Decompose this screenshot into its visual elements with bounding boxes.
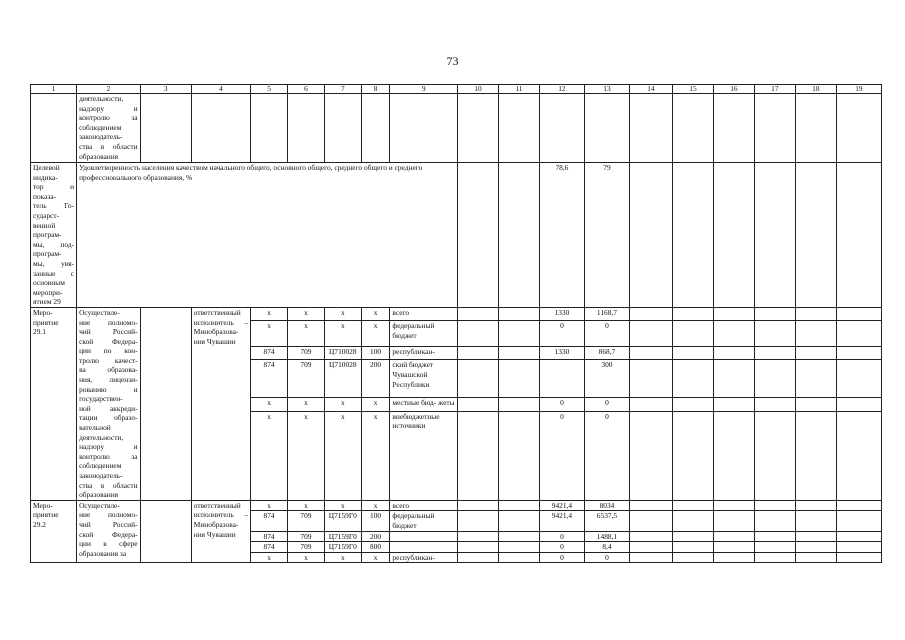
measure-29-1-name-line: ние полномо-	[79, 317, 138, 327]
measure-29-1-col10	[457, 398, 498, 412]
column-number-15: 15	[672, 85, 713, 94]
cont-empty-cell	[457, 94, 498, 163]
cont-name-line: образования	[79, 151, 119, 161]
measure-29-2-empty-cell	[836, 542, 881, 553]
indicator-label-line: програм-	[33, 230, 62, 240]
measure-29-1-value-12	[539, 360, 584, 398]
indicator-label-line: Целевой	[33, 163, 60, 172]
measure-29-1-responsible	[191, 307, 250, 500]
measure-29-1-empty-cell	[672, 307, 713, 320]
measure-29-2-empty-cell	[836, 552, 881, 563]
measure-29-2-col11	[498, 542, 539, 553]
indicator-value-12: 78,6	[539, 163, 584, 308]
measure-29-1-name-line: Осуществле-	[79, 307, 120, 317]
measure-29-1-name-line: тации образо-	[79, 413, 138, 423]
measure-29-1-target-article-cell: Ц710028	[324, 360, 361, 398]
measure-29-2-empty-cell	[713, 531, 754, 542]
measure-29-2-empty-cell	[795, 500, 836, 511]
measure-29-2-empty-cell	[672, 542, 713, 553]
column-number-18: 18	[795, 85, 836, 94]
measure-29-2-label-line: 29.2	[33, 519, 46, 529]
indicator-label	[31, 163, 77, 308]
measure-29-2-responsible-line: Минобразова-	[193, 519, 239, 529]
measure-29-1-name-line: государствен-	[79, 394, 123, 404]
measure-29-2-col11	[498, 531, 539, 542]
measure-29-2-name-line: образования за	[79, 548, 127, 558]
measure-29-1-empty-cell	[713, 321, 754, 347]
measure-29-2-empty-cell	[629, 542, 672, 553]
measure-29-2-label-line: приятие	[33, 510, 59, 520]
measure-29-1-name-line: соблюдением	[79, 461, 122, 471]
measure-29-1-label-line: Меро-	[33, 307, 53, 317]
indicator-label-line: меропри-	[33, 287, 63, 297]
cont-empty-cell	[140, 94, 191, 163]
measure-29-2-expense-type-cell: 100	[361, 511, 390, 531]
measure-29-2-empty-cell	[672, 511, 713, 531]
measure-29-1-value-13: 1168,7	[584, 307, 629, 320]
measure-29-1-col11	[498, 307, 539, 320]
measure-29-2-target-article-cell: х	[324, 500, 361, 511]
measure-29-1-col10	[457, 347, 498, 360]
measure-29-1-value-13: 868,7	[584, 347, 629, 360]
measure-29-2-section-cell: 709	[288, 542, 325, 553]
cont-empty-cell	[498, 94, 539, 163]
measure-29-1-empty-cell	[795, 307, 836, 320]
measure-29-2-empty-cell	[672, 552, 713, 563]
measure-29-2-responsible	[191, 500, 250, 563]
column-number-19: 19	[836, 85, 881, 94]
measure-29-1-name-line: ния, лицензи-	[79, 375, 138, 385]
measure-29-2-grbs-cell: х	[251, 500, 288, 511]
measure-29-1-empty-cell	[629, 411, 672, 500]
cont-empty-cell	[539, 94, 584, 163]
measure-29-1-value-12: 0	[539, 398, 584, 412]
measure-29-2-value-12: 0	[539, 552, 584, 563]
measure-29-1-funding-source-cell: местные бюд- жеты	[390, 398, 458, 412]
measure-29-2-value-13: 8034	[584, 500, 629, 511]
measure-29-2-empty-cell	[795, 531, 836, 542]
measure-29-1-responsible-line: Минобразова-	[193, 327, 239, 337]
cont-empty-cell	[390, 94, 458, 163]
measure-29-2-col11	[498, 552, 539, 563]
measure-29-1-empty-cell	[754, 360, 795, 398]
measure-29-2-funding-source-cell	[390, 542, 458, 553]
measure-29-1-funding-source-cell: внебюджетные источники	[390, 411, 458, 500]
measure-29-2-col11	[498, 511, 539, 531]
indicator-label-line: програм-	[33, 249, 62, 259]
cont-empty-cell	[584, 94, 629, 163]
measure-29-1-expense-type-cell: 100	[361, 347, 390, 360]
measure-29-2-value-13: 8,4	[584, 542, 629, 553]
measure-29-1-name-line: деятельности,	[79, 432, 124, 442]
measure-29-2-empty-cell	[795, 552, 836, 563]
measure-29-1-name-line: контролю за	[79, 451, 138, 461]
measure-29-2-expense-type-cell: х	[361, 552, 390, 563]
indicator-col10	[457, 163, 498, 308]
measure-29-2-empty-cell	[713, 511, 754, 531]
cont-name-line: деятельности,	[79, 94, 124, 103]
measure-29-1-empty-cell	[754, 347, 795, 360]
measure-29-2-empty-cell	[672, 500, 713, 511]
measure-29-2-target-article-cell: Ц7159Г0	[324, 531, 361, 542]
measure-29-2-col3	[140, 500, 191, 563]
indicator-label-line: мы, увя-	[33, 258, 75, 268]
measure-29-1-name-line: ции по кон-	[79, 346, 138, 356]
measure-29-1-empty-cell	[754, 307, 795, 320]
measure-29-2-empty-cell	[836, 531, 881, 542]
measure-29-1-label	[31, 307, 77, 500]
measure-29-1-empty-cell	[795, 411, 836, 500]
cont-empty-cell	[361, 94, 390, 163]
measure-29-1-empty-cell	[713, 411, 754, 500]
indicator-empty-cell	[629, 163, 672, 308]
column-number-9: 9	[390, 85, 458, 94]
measure-29-1-section-cell: х	[288, 411, 325, 500]
measure-29-1-value-12: 1330	[539, 347, 584, 360]
measure-29-1-value-12: 1330	[539, 307, 584, 320]
measure-29-1-target-article-cell: х	[324, 398, 361, 412]
measure-29-1-col3	[140, 307, 191, 500]
measure-29-2-empty-cell	[629, 500, 672, 511]
measure-29-2-empty-cell	[795, 542, 836, 553]
indicator-empty-cell	[754, 163, 795, 308]
measure-29-1-name-line: надзору и	[79, 442, 138, 452]
cont-name-line: надзору и	[79, 103, 138, 113]
cont-name-line: ства в области	[79, 141, 138, 151]
measure-29-1-name-line: образования	[79, 490, 119, 500]
measure-29-1-funding-source-cell: ский бюджет Чувашской Республики	[390, 360, 458, 398]
indicator-label-line: сударст-	[33, 210, 60, 220]
measure-29-2-funding-source-cell: республикан-	[390, 552, 458, 563]
measure-29-2-empty-cell	[836, 511, 881, 531]
measure-29-1-funding-source-cell: всего	[390, 307, 458, 320]
cont-name	[77, 94, 140, 163]
measure-29-2-funding-source-cell: федеральный бюджет	[390, 511, 458, 531]
measure-29-2-empty-cell	[672, 531, 713, 542]
table-body	[31, 85, 882, 563]
indicator-empty-cell	[836, 163, 881, 308]
column-number-11: 11	[498, 85, 539, 94]
indicator-empty-cell	[672, 163, 713, 308]
indicator-label-line: тор и	[33, 182, 75, 192]
cont-empty-cell	[191, 94, 250, 163]
measure-29-2-grbs-cell: 874	[251, 542, 288, 553]
measure-29-2-empty-cell	[629, 531, 672, 542]
measure-29-1-grbs-cell: 874	[251, 347, 288, 360]
measure-29-1-empty-cell	[672, 411, 713, 500]
measure-29-1-expense-type-cell: х	[361, 307, 390, 320]
indicator-empty-cell	[795, 163, 836, 308]
measure-29-2-empty-cell	[754, 542, 795, 553]
measure-29-1-target-article-cell: Ц710028	[324, 347, 361, 360]
cont-empty-cell	[251, 94, 288, 163]
measure-29-2-expense-type-cell: 200	[361, 531, 390, 542]
measure-29-1-responsible-line: ния Чувашии	[193, 336, 236, 346]
measure-29-1-section-cell: 709	[288, 360, 325, 398]
measure-29-1-empty-cell	[672, 321, 713, 347]
measure-29-1-grbs-cell: х	[251, 307, 288, 320]
column-number-8: 8	[361, 85, 390, 94]
measure-29-1-value-13: 300	[584, 360, 629, 398]
cont-empty-cell	[629, 94, 672, 163]
measure-29-2-empty-cell	[754, 552, 795, 563]
measure-29-1-empty-cell	[672, 347, 713, 360]
measure-29-1-name-line: рованию и	[79, 384, 138, 394]
measure-29-1-responsible-line: исполнитель –	[193, 317, 249, 327]
measure-29-2-col10	[457, 500, 498, 511]
measure-29-1-empty-cell	[836, 307, 881, 320]
measure-29-2-empty-cell	[836, 500, 881, 511]
cont-empty-cell	[795, 94, 836, 163]
measure-29-2-expense-type-cell: х	[361, 500, 390, 511]
column-number-13: 13	[584, 85, 629, 94]
measure-29-1-section-cell: 709	[288, 347, 325, 360]
measure-29-1-value-13: 0	[584, 398, 629, 412]
measure-29-1-col11	[498, 360, 539, 398]
column-number-12: 12	[539, 85, 584, 94]
measure-29-2-empty-cell	[713, 552, 754, 563]
measure-29-1-empty-cell	[836, 411, 881, 500]
measure-29-1-empty-cell	[795, 321, 836, 347]
measure-29-1-funding-source-cell: федеральный бюджет	[390, 321, 458, 347]
measure-29-1-value-13: 0	[584, 411, 629, 500]
measure-29-1-empty-cell	[713, 398, 754, 412]
measure-29-2-empty-cell	[713, 542, 754, 553]
measure-29-2-col10	[457, 542, 498, 553]
measure-29-2-empty-cell	[713, 500, 754, 511]
measure-29-2-value-12: 9421,4	[539, 511, 584, 531]
measure-29-1-empty-cell	[836, 398, 881, 412]
measure-29-2-section-cell: х	[288, 500, 325, 511]
column-number-6: 6	[288, 85, 325, 94]
measure-29-1-col11	[498, 321, 539, 347]
measure-29-1-name-line: ства в области	[79, 480, 138, 490]
measure-29-2-col10	[457, 531, 498, 542]
cont-empty-cell	[754, 94, 795, 163]
measure-29-2-col10	[457, 511, 498, 531]
measure-29-2-empty-cell	[754, 511, 795, 531]
budget-table	[30, 84, 882, 563]
measure-29-2-label	[31, 500, 77, 563]
measure-29-1-col10	[457, 321, 498, 347]
measure-29-1-target-article-cell: х	[324, 411, 361, 500]
measure-29-1-name-line: ва образова-	[79, 365, 138, 375]
measure-29-1-empty-cell	[836, 347, 881, 360]
measure-29-1-name-line: вательной	[79, 423, 111, 433]
measure-29-2-empty-cell	[795, 511, 836, 531]
measure-29-1-empty-cell	[672, 398, 713, 412]
indicator-row	[31, 163, 882, 308]
measure-29-1-name-line: ской Федера-	[79, 336, 138, 346]
measure-29-1-funding-source-cell: республикан-	[390, 347, 458, 360]
measure-29-2-section-cell: 709	[288, 511, 325, 531]
measure-29-1-name-line: тролю качест-	[79, 355, 138, 365]
measure-29-1-col11	[498, 347, 539, 360]
measure-29-1-section-cell: х	[288, 398, 325, 412]
measure-29-2-empty-cell	[629, 552, 672, 563]
page-number: 73	[446, 54, 459, 68]
cont-empty-cell	[672, 94, 713, 163]
indicator-label-line: основным	[33, 278, 65, 288]
measure-29-1-expense-type-cell: х	[361, 398, 390, 412]
measure-29-2-name-line: ние полномо-	[79, 510, 138, 520]
column-number-1: 1	[31, 85, 77, 94]
measure-29-2-responsible-line: ния Чувашии	[193, 529, 236, 539]
indicator-empty-cell	[713, 163, 754, 308]
measure-29-2-grbs-cell: 874	[251, 531, 288, 542]
measure-29-1-col11	[498, 411, 539, 500]
measure-29-2-target-article-cell: Ц7159Г0	[324, 511, 361, 531]
measure-29-1-empty-cell	[713, 347, 754, 360]
measure-29-1-expense-type-cell: х	[361, 411, 390, 500]
cont-col1	[31, 94, 77, 163]
measure-29-1-empty-cell	[795, 360, 836, 398]
indicator-label-line: тель Го-	[33, 201, 75, 211]
measure-29-2-col11	[498, 500, 539, 511]
measure-29-2-empty-cell	[629, 511, 672, 531]
measure-29-1-col10	[457, 360, 498, 398]
cont-name-line: законодатель-	[79, 132, 123, 142]
indicator-label-line: ятием 29	[33, 297, 61, 307]
measure-29-1-empty-cell	[754, 321, 795, 347]
measure-29-2-expense-type-cell: 800	[361, 542, 390, 553]
measure-29-1-name-line: ной аккреди-	[79, 403, 138, 413]
cont-name-line: контролю за	[79, 113, 138, 123]
indicator-label-line: показа-	[33, 191, 57, 201]
measure-29-2-value-12: 0	[539, 531, 584, 542]
measure-29-1-target-article-cell: х	[324, 321, 361, 347]
column-number-10: 10	[457, 85, 498, 94]
measure-29-2-value-13: 1488,1	[584, 531, 629, 542]
measure-29-2-funding-source-cell	[390, 531, 458, 542]
measure-29-1-target-article-cell: х	[324, 307, 361, 320]
measure-29-1-col11	[498, 398, 539, 412]
measure-29-2-target-article-cell: х	[324, 552, 361, 563]
measure-29-2-label-line: Меро-	[33, 500, 53, 510]
measure-29-2-section-cell: 709	[288, 531, 325, 542]
measure-29-2-value-13: 6537,5	[584, 511, 629, 531]
measure-29-2-empty-cell	[754, 531, 795, 542]
measure-29-1-empty-cell	[629, 307, 672, 320]
cont-name-line: соблюдением	[79, 122, 122, 132]
measure-29-2-name-line: ской Федера-	[79, 529, 138, 539]
indicator-col11	[498, 163, 539, 308]
measure-29-1-expense-type-cell: 200	[361, 360, 390, 398]
measure-29-1-empty-cell	[713, 360, 754, 398]
measure-29-1-empty-cell	[836, 321, 881, 347]
measure-29-2-name-line: Осуществле-	[79, 500, 120, 510]
measure-29-2-name-line: ции в сфере	[79, 539, 138, 549]
measure-29-1-col10	[457, 411, 498, 500]
measure-29-1-grbs-cell: х	[251, 411, 288, 500]
measure-29-1-empty-cell	[754, 398, 795, 412]
measure-29-1-empty-cell	[629, 398, 672, 412]
measure-29-1-empty-cell	[754, 411, 795, 500]
measure-29-2-value-12: 9421,4	[539, 500, 584, 511]
indicator-value-13: 79	[584, 163, 629, 308]
column-number-2: 2	[77, 85, 140, 94]
measure-29-1-empty-cell	[795, 398, 836, 412]
measure-29-2-section-cell: х	[288, 552, 325, 563]
cont-empty-cell	[713, 94, 754, 163]
measure-29-2-col10	[457, 552, 498, 563]
column-number-14: 14	[629, 85, 672, 94]
measure-29-1-section-cell: х	[288, 307, 325, 320]
indicator-label-line: занные с	[33, 268, 75, 278]
measure-29-2-funding-source-cell: всего	[390, 500, 458, 511]
indicator-text: Удовлетворенность населения качеством начального общего, основного общего, среднего общего и среднего профессионального образования, %	[77, 163, 458, 308]
measure-29-1-responsible-line: ответственный	[193, 307, 241, 317]
measure-29-2-row	[31, 500, 882, 511]
measure-29-2-grbs-cell: 874	[251, 511, 288, 531]
measure-29-1-value-12: 0	[539, 321, 584, 347]
measure-29-1-value-13: 0	[584, 321, 629, 347]
indicator-label-line: индика-	[33, 172, 58, 182]
measure-29-1-label-line: приятие	[33, 317, 59, 327]
measure-29-2-value-13: 0	[584, 552, 629, 563]
measure-29-1-grbs-cell: 874	[251, 360, 288, 398]
measure-29-1-grbs-cell: х	[251, 398, 288, 412]
measure-29-1-col10	[457, 307, 498, 320]
column-number-row	[31, 85, 882, 94]
measure-29-1-empty-cell	[629, 360, 672, 398]
indicator-label-line: мы, под-	[33, 239, 75, 249]
column-number-17: 17	[754, 85, 795, 94]
measure-29-1-empty-cell	[713, 307, 754, 320]
measure-29-2-responsible-line: исполнитель –	[193, 510, 249, 520]
cont-empty-cell	[836, 94, 881, 163]
measure-29-2-responsible-line: ответственный	[193, 500, 241, 510]
cont-empty-cell	[324, 94, 361, 163]
measure-29-1-value-12: 0	[539, 411, 584, 500]
measure-29-2-name-line: чий Россий-	[79, 519, 138, 529]
indicator-label-line: венной	[33, 220, 56, 230]
measure-29-1-empty-cell	[672, 360, 713, 398]
measure-29-1-empty-cell	[836, 360, 881, 398]
column-number-5: 5	[251, 85, 288, 94]
measure-29-1-empty-cell	[629, 347, 672, 360]
measure-29-1-name-line: законодатель-	[79, 471, 123, 480]
measure-29-1-empty-cell	[629, 321, 672, 347]
measure-29-2-value-12: 0	[539, 542, 584, 553]
measure-29-1-row	[31, 307, 882, 320]
measure-29-1-name	[77, 307, 140, 500]
measure-29-1-name-line: чий Россий-	[79, 327, 138, 337]
measure-29-1-section-cell: х	[288, 321, 325, 347]
column-number-3: 3	[140, 85, 191, 94]
measure-29-1-label-line: 29.1	[33, 327, 46, 337]
measure-29-1-grbs-cell: х	[251, 321, 288, 347]
continuation-row	[31, 94, 882, 163]
measure-29-2-target-article-cell: Ц7159Г0	[324, 542, 361, 553]
measure-29-2-empty-cell	[754, 500, 795, 511]
measure-29-1-expense-type-cell: х	[361, 321, 390, 347]
column-number-7: 7	[324, 85, 361, 94]
cont-empty-cell	[288, 94, 325, 163]
measure-29-2-name	[77, 500, 140, 563]
column-number-4: 4	[191, 85, 250, 94]
column-number-16: 16	[713, 85, 754, 94]
measure-29-1-empty-cell	[795, 347, 836, 360]
measure-29-2-grbs-cell: х	[251, 552, 288, 563]
